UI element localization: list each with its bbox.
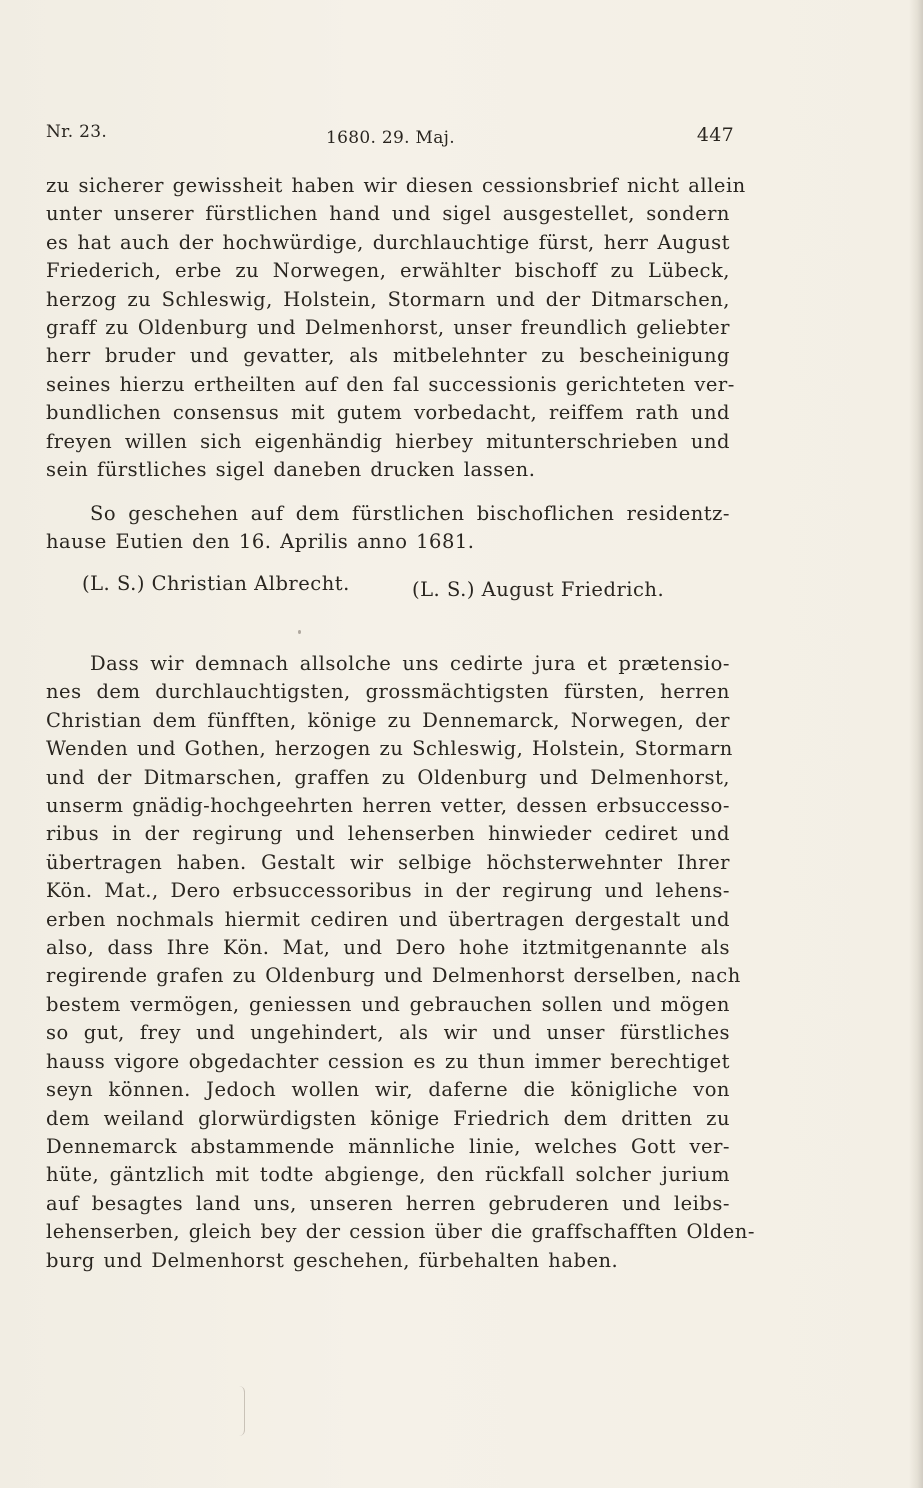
text-line: auf besagtes land uns, unseren herren gebruderen und leibs- [46, 1191, 730, 1215]
scan-bracket-mark [234, 1386, 245, 1436]
text-line: So geschehen auf dem fürstlichen bischoflichen residentz- [90, 502, 730, 525]
text-line: Friederich, erbe zu Norwegen, erwählter bischoff zu Lübeck, [46, 259, 730, 283]
page-number: 447 [696, 124, 734, 146]
text-line: herzog zu Schleswig, Holstein, Stormarn und der Ditmarschen, [46, 287, 730, 311]
text-line: so gut, frey und ungehindert, als wir und unser fürstliches [46, 1021, 730, 1045]
text-line: hüte, gäntzlich mit todte abgienge, den rückfall solcher jurium [46, 1163, 730, 1187]
paragraph-closing-clause [46, 172, 746, 484]
text-line: Dass wir demnach allsolche uns cedirte jura et prætensio- [90, 652, 730, 675]
paragraph-dating-clause [46, 500, 730, 557]
signature-line [82, 572, 702, 604]
text-line: nes dem durchlauchtigsten, grossmächtigsten fürsten, herren [46, 680, 730, 704]
text-line: bundlichen consensus mit gutem vorbedacht, reiffem rath und [46, 401, 730, 425]
text-line: ribus in der regirung und lehenserben hinwieder cediret und [46, 822, 730, 846]
text-line: hauss vigore obgedachter cession es zu thun immer berechtiget [46, 1049, 730, 1073]
text-line: und der Ditmarschen, graffen zu Oldenburg und Delmenhorst, [46, 765, 730, 789]
text-line: unserm gnädig-hochgeehrten herren vetter, dessen erbsuccesso- [46, 794, 730, 818]
text-line: hause Eutien den 16. Aprilis anno 1681. [46, 530, 475, 554]
text-line: seyn können. Jedoch wollen wir, daferne die königliche von [46, 1078, 730, 1102]
text-line: burg und Delmenhorst geschehen, fürbehalten haben. [46, 1248, 619, 1272]
text-line: Kön. Mat., Dero erbsuccessoribus in der regirung und lehens- [46, 879, 730, 903]
document-number: Nr. 23. [46, 122, 108, 142]
text-line: freyen willen sich eigenhändig hierbey mitunterschrieben und [46, 429, 730, 453]
paragraph-cession-text [46, 650, 755, 1275]
text-line: sein fürstliches sigel daneben drucken lassen. [46, 458, 536, 482]
text-line: unter unserer fürstlichen hand und sigel ausgestellet, sondern [46, 202, 730, 226]
running-head [46, 122, 734, 152]
text-line: es hat auch der hochwürdige, durchlauchtige fürst, herr August [46, 230, 730, 254]
text-line: erben nochmals hiermit cediren und übertragen dergestalt und [46, 907, 730, 931]
text-line: übertragen haben. Gestalt wir selbige höchsterwehnter Ihrer [46, 850, 730, 874]
print-speck [298, 630, 301, 634]
text-line: Christian dem fünfften, könige zu Dennemarck, Norwegen, der [46, 708, 730, 732]
text-line: seines hierzu ertheilten auf den fal successionis gerichteten ver- [46, 372, 735, 396]
text-line: Dennemarck abstammende männliche linie, welches Gott ver- [46, 1134, 730, 1158]
signature-august-friedrich: (L. S.) August Friedrich. [412, 578, 665, 601]
text-line: Wenden und Gothen, herzogen zu Schleswig, Holstein, Stormarn [46, 737, 733, 761]
text-line: also, dass Ihre Kön. Mat, und Dero hohe itztmitgenannte als [46, 936, 730, 960]
page-edge-shadow [909, 0, 923, 1488]
text-line: graff zu Oldenburg und Delmenhorst, unser freundlich geliebter [46, 316, 730, 340]
signature-christian-albrecht: (L. S.) Christian Albrecht. [82, 572, 350, 595]
text-line: bestem vermögen, geniessen und gebrauchen sollen und mögen [46, 992, 730, 1016]
text-line: dem weiland glorwürdigsten könige Friedrich dem dritten zu [46, 1106, 730, 1130]
text-line: zu sicherer gewissheit haben wir diesen cessionsbrief nicht allein [46, 174, 746, 197]
document-date: 1680. 29. Maj. [326, 128, 455, 148]
text-line: regirende grafen zu Oldenburg und Delmenhorst derselben, nach [46, 964, 741, 988]
text-line: herr bruder und gevatter, als mitbelehnter zu bescheinigung [46, 344, 730, 368]
text-line: lehenserben, gleich bey der cession über die graffschafften Olden- [46, 1220, 755, 1244]
